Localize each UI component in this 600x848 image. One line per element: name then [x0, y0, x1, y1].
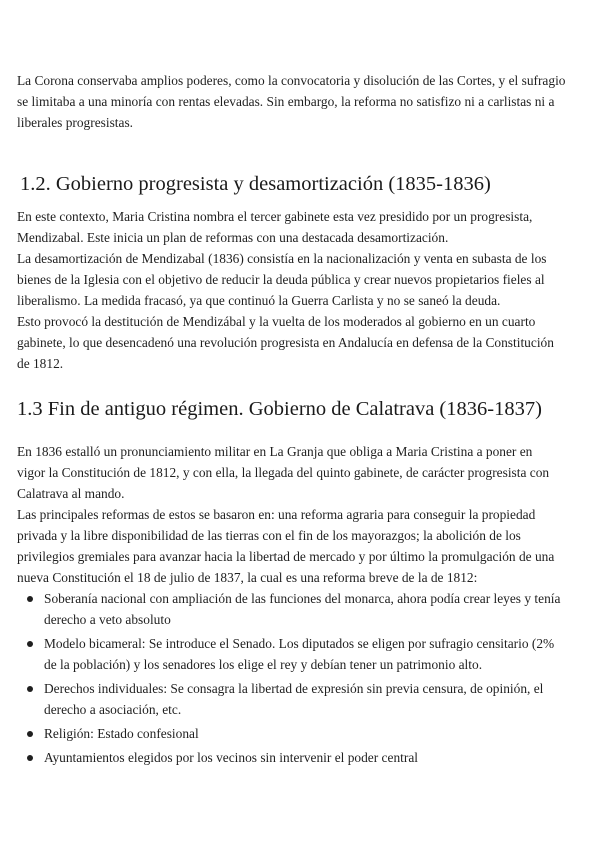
text-line: derecho a veto absoluto: [44, 612, 171, 627]
text-line: bienes de la Iglesia con el objetivo de reducir la deuda pública y crear nuevos propietarios fieles al: [17, 272, 545, 287]
constitution-bullet-list: [17, 588, 585, 771]
intro-paragraph: [17, 70, 585, 133]
list-item: [17, 633, 585, 675]
section-heading-1-2: 1.2. Gobierno progresista y desamortización (1835-1836): [20, 173, 491, 195]
text-line: Religión: Estado confesional: [44, 726, 199, 741]
text-line: Modelo bicameral: Se introduce el Senado. Los diputados se eligen por sufragio censitario (2%: [44, 636, 555, 651]
text-line: Las principales reformas de estos se basaron en: una reforma agraria para conseguir la propiedad: [17, 507, 536, 522]
text-line: Calatrava al mando.: [17, 486, 125, 501]
section-heading-1-3: 1.3 Fin de antiguo régimen. Gobierno de Calatrava (1836-1837): [17, 398, 542, 420]
section-1-3-body: [17, 441, 585, 588]
text-line: Ayuntamientos elegidos por los vecinos sin intervenir el poder central: [44, 750, 418, 765]
text-line: Derechos individuales: Se consagra la libertad de expresión sin previa censura, de opinión, el: [44, 681, 544, 696]
bullet-icon: [27, 596, 33, 602]
list-item: [17, 747, 585, 768]
text-line: privada y la libre disponibilidad de las tierras con el fin de los mayorazgos; la abolición de los: [17, 528, 521, 543]
bullet-icon: [27, 731, 33, 737]
text-line: de la población) y los senadores los elige el rey y debían tener un patrimonio alto.: [44, 657, 483, 672]
text-line: se limitaba a una minoría con rentas elevadas. Sin embargo, la reforma no satisfizo ni a carlistas ni a: [17, 94, 555, 109]
section-1-2-body: [17, 206, 585, 374]
text-line: Soberanía nacional con ampliación de las funciones del monarca, ahora podía crear leyes y tenía: [44, 591, 561, 606]
text-line: La Corona conservaba amplios poderes, como la convocatoria y disolución de las Cortes, y el sufragio: [17, 73, 566, 88]
bullet-icon: [27, 686, 33, 692]
bullet-icon: [27, 755, 33, 761]
text-line: liberalismo. La medida fracasó, ya que continuó la Guerra Carlista y no se saneó la deuda.: [17, 293, 501, 308]
text-line: La desamortización de Mendizabal (1836) consistía en la nacionalización y venta en subasta de los: [17, 251, 547, 266]
text-line: privilegios gremiales para avanzar hacia la libertad de mercado y por último la promulgación de una: [17, 549, 555, 564]
text-line: nueva Constitución el 18 de julio de 1837, la cual es una reforma breve de la de 1812:: [17, 570, 478, 585]
text-line: Mendizabal. Este inicia un plan de reformas con una destacada desamortización.: [17, 230, 449, 245]
list-item: [17, 588, 585, 630]
bullet-icon: [27, 641, 33, 647]
text-line: gabinete, lo que desencadenó una revolución progresista en Andalucía en defensa de la Constitución: [17, 335, 554, 350]
text-line: derecho a asociación, etc.: [44, 702, 182, 717]
text-line: vigor la Constitución de 1812, y con ella, la llegada del quinto gabinete, de carácter progresista con: [17, 465, 550, 480]
text-line: En este contexto, Maria Cristina nombra el tercer gabinete esta vez presidido por un progresista,: [17, 209, 533, 224]
text-line: En 1836 estalló un pronunciamiento militar en La Granja que obliga a Maria Cristina a poner en: [17, 444, 533, 459]
text-line: de 1812.: [17, 356, 64, 371]
list-item: [17, 723, 585, 744]
text-line: Esto provocó la destitución de Mendizábal y la vuelta de los moderados al gobierno en un cuarto: [17, 314, 536, 329]
list-item: [17, 678, 585, 720]
text-line: liberales progresistas.: [17, 115, 134, 130]
